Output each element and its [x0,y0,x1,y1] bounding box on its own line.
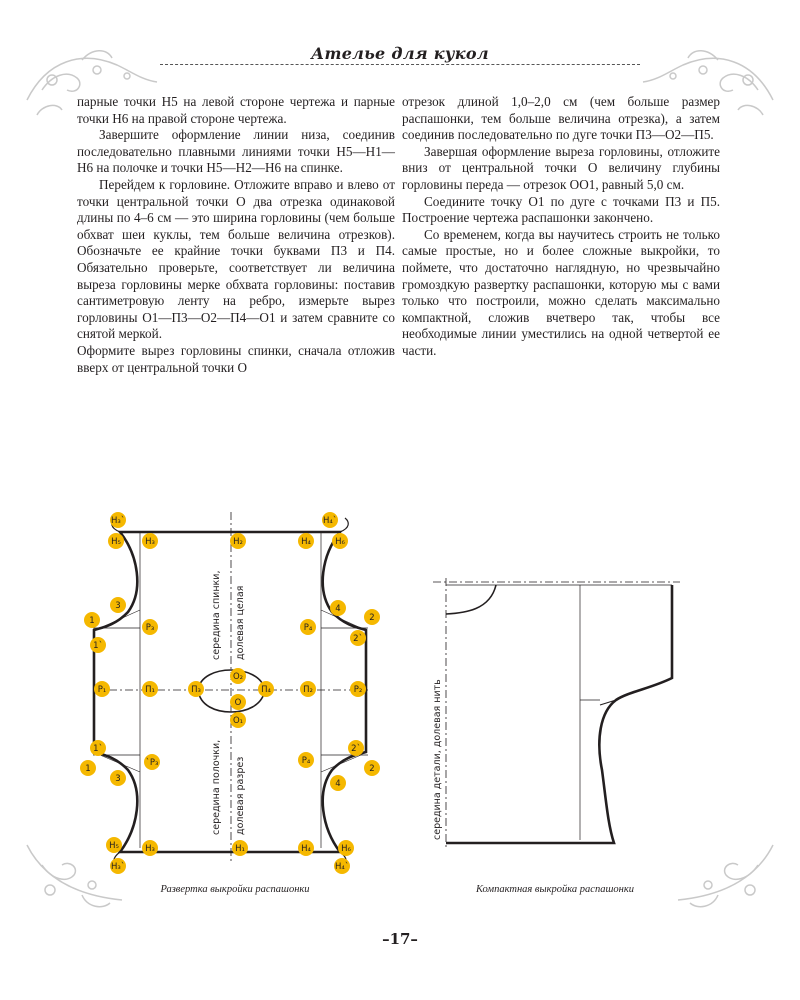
point-H3-top [142,533,158,549]
svg-text:О: О [234,698,242,708]
point-H3-bottom [142,840,158,856]
page-number: –17– [382,930,418,948]
point-H1 [232,840,248,856]
point-P2 [350,681,366,697]
point-H6-bottom [338,840,354,856]
svg-text:1`: 1` [93,641,103,651]
svg-text:Р₁: Р₁ [97,685,107,695]
svg-text:Н₃: Н₃ [145,537,155,547]
figure-left-caption: Развертка выкройки распашонки [160,884,310,895]
point-4-top [330,600,346,616]
svg-text:Н₃: Н₃ [145,844,155,854]
svg-text:Н₃`: Н₃` [110,862,126,872]
point-2-top [364,609,380,625]
paragraph: парные точки Н5 на левой стороне чертежа и парные точки Н6 на правой стороне чертежа. [77,94,395,126]
point-Pi3 [188,681,204,697]
point-1p-top [90,637,106,653]
svg-text:Н₁: Н₁ [235,844,245,854]
point-H3p-top [110,512,126,528]
figure-right-caption: Компактная выкройка распашонки [475,884,634,895]
point-Pi4 [258,681,274,697]
svg-text:2: 2 [369,613,375,623]
svg-text:Н₄`: Н₄` [334,862,350,872]
svg-text:Н₄: Н₄ [301,537,311,547]
svg-text:Н₆: Н₆ [341,844,351,854]
svg-text:1: 1 [89,616,95,626]
paragraph: Соедините точку О1 по дуге с точками П3 и П5. Построение чертежа распашонки закончено. [402,193,720,226]
svg-text:4: 4 [335,604,341,614]
point-P3-bottom [144,754,160,770]
point-3-top [110,597,126,613]
svg-text:`Р₃: `Р₃ [145,758,159,768]
svg-text:П₃: П₃ [191,685,201,695]
svg-text:середина полочки,: середина полочки, [211,739,222,835]
point-2-bottom [364,760,380,776]
svg-text:3: 3 [115,601,121,611]
header-title: Ателье для кукол [311,44,489,63]
point-P1 [94,681,110,697]
running-header [160,44,640,66]
svg-text:О₂: О₂ [232,672,244,682]
point-H2 [230,533,246,549]
label-front-centre [211,740,246,835]
point-H4p-bottom [334,858,350,874]
point-O [230,694,246,710]
point-Pi1 [142,681,158,697]
point-H4-bottom [298,840,314,856]
point-H5-top [108,533,124,549]
point-H3p-bottom [110,858,126,874]
svg-text:Н₅: Н₅ [111,537,121,547]
header-rule [160,64,640,65]
point-P4-bottom [298,752,314,768]
svg-text:середина спинки,: середина спинки, [211,570,222,660]
point-H5-bottom [106,837,122,853]
svg-text:3: 3 [115,774,121,784]
point-2p-top [350,630,366,646]
svg-text:Р₄: Р₄ [303,623,313,633]
svg-text:долевая разрез: долевая разрез [235,756,246,835]
svg-text:4: 4 [335,779,341,789]
point-3-bottom [110,770,126,786]
svg-text:П₂: П₂ [303,685,313,695]
paragraph: Оформите вырез горловины спинки, сначала отложив вверх от центральной точки О [77,342,395,375]
point-2p-bottom [348,740,364,756]
svg-text:О₁: О₁ [232,716,244,726]
paragraph: Завершите оформление линии низа, соединив последовательно плавными линиями точки Н5—Н1—Н6 на полочке и точки Н5—Н2—Н6 на спинке. [77,127,395,176]
svg-text:Н₄`: Н₄` [322,516,338,526]
point-O1 [230,712,246,728]
right-column [402,94,720,360]
svg-text:Р₂: Р₂ [353,685,363,695]
point-P4-top [300,619,316,635]
point-1-bottom [80,760,96,776]
point-H4-top [298,533,314,549]
svg-text:Н₅: Н₅ [109,841,119,851]
paragraph: Завершая оформление выреза горловины, отложите вниз от центральной точки О величину глубины горловины переда — отрезок ОО1, равный 5,0 см. [402,143,720,192]
left-column [77,94,395,376]
point-1p-bottom [90,740,106,756]
pattern-compact-figure [425,565,695,855]
paragraph: Перейдем к горловине. Отложите вправо и влево от точки центральной точки О два отрезка одинаковой длины по 4–6 см — это ширина горловины (чем больше обхват шеи куклы, тем больше величина отрезков). Обозначьте ее крайние точки буквами П3 и П4. Обязательно проверьте, соответствует ли величина выреза горловины мерке обхвата горловины: поставив сантиметровую ленту на ребро, измерьте вырез горловины О1—П3—О2—П4—О1 и затем сравните со снятой меркой. [77,176,395,342]
point-P3-top [142,619,158,635]
svg-text:Н₃`: Н₃` [110,516,126,526]
svg-text:2`: 2` [353,634,363,644]
label-compact-centre: середина детали, долевая нить [432,679,443,840]
svg-text:1`: 1` [93,744,103,754]
svg-text:Р₃: Р₃ [145,623,155,633]
paragraph: Со временем, когда вы научитесь строить не только самые простые, но и более сложные выкройки, то поймете, что достаточно наглядную, но чрезвычайно громоздкую развертку распашонки, которую мы с вами только что построили, можно сделать максимально компактной, сложив вчетверо так, чтобы все необходимые линии уместились на одной четвертой ее части. [402,226,720,358]
svg-text:Н₄: Н₄ [301,844,311,854]
point-O2 [230,668,246,684]
point-Pi2 [300,681,316,697]
paragraph: отрезок длиной 1,0–2,0 см (чем больше размер распашонки, тем больше величина отрезка), а затем соединив последовательно по дуге точки П3—О2—П5. [402,94,720,143]
point-4-bottom [330,775,346,791]
svg-text:1: 1 [85,764,91,774]
label-back-centre [211,571,246,661]
svg-text:П₄: П₄ [261,685,271,695]
point-H6-top [332,533,348,549]
point-1-top [84,612,100,628]
svg-text:П₁: П₁ [145,685,155,695]
svg-text:Н₂: Н₂ [233,537,243,547]
svg-text:Н₆: Н₆ [335,537,345,547]
svg-text:Р₄: Р₄ [301,756,311,766]
svg-text:долевая целая: долевая целая [235,585,246,660]
svg-text:2`: 2` [351,744,361,754]
pattern-unfolded-figure [70,505,390,880]
svg-text:2: 2 [369,764,375,774]
point-H4p-top [322,512,338,528]
